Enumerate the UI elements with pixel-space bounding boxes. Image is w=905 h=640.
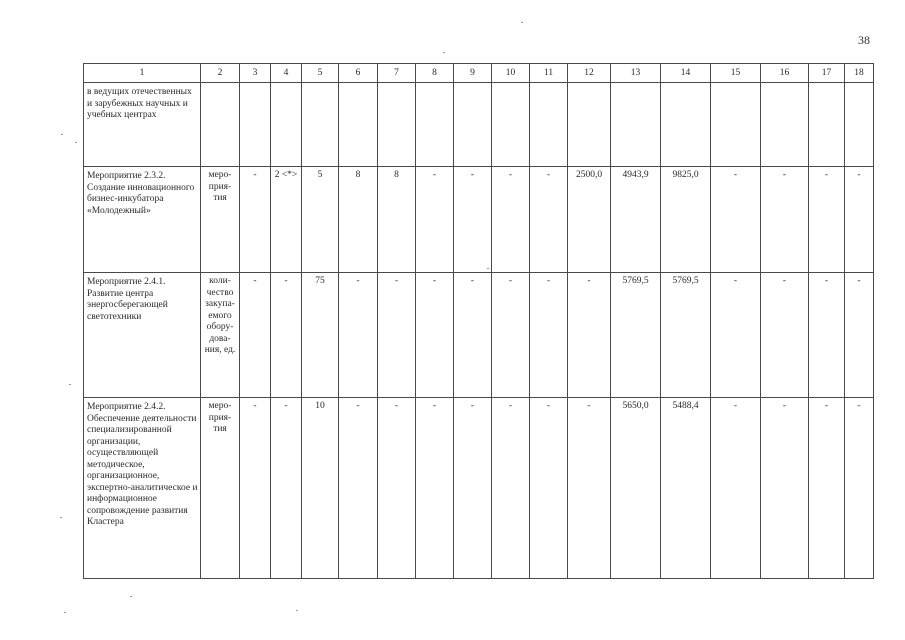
data-table (83, 63, 874, 579)
table-cell: меро-прия-тия (201, 398, 240, 579)
column-header-14: 14 (661, 64, 711, 83)
column-header-3: 3 (240, 64, 271, 83)
column-header-5: 5 (302, 64, 339, 83)
table-cell: - (240, 398, 271, 579)
table-cell: - (492, 273, 530, 398)
table-cell: - (271, 273, 302, 398)
table-cell (201, 83, 240, 167)
table-cell (761, 83, 809, 167)
table-cell (845, 83, 874, 167)
scan-speck (64, 612, 66, 613)
scan-speck (443, 52, 445, 53)
table-cell: 5 (302, 167, 339, 273)
table-cell: - (378, 273, 416, 398)
table-cell (454, 83, 492, 167)
table-cell: - (761, 167, 809, 273)
table-cell: - (809, 167, 845, 273)
scan-speck (521, 22, 523, 23)
table-cell (661, 83, 711, 167)
table-cell: - (845, 398, 874, 579)
table-cell: - (492, 167, 530, 273)
table-cell: 8 (378, 167, 416, 273)
table-cell: 4943,9 (611, 167, 661, 273)
row-name-cell: Мероприятие 2.3.2. Создание инновационного бизнес-инкубатора «Молодежный» (84, 167, 201, 273)
row-name-cell: в ведущих отечественных и зарубежных научных и учебных центрах (84, 83, 201, 167)
table-row (84, 167, 874, 273)
scan-speck (61, 134, 63, 135)
table-cell: - (240, 167, 271, 273)
scan-speck (75, 142, 77, 143)
column-header-16: 16 (761, 64, 809, 83)
table-cell: - (454, 398, 492, 579)
table-row (84, 273, 874, 398)
table-cell: - (339, 398, 378, 579)
table-header (84, 64, 874, 83)
column-header-18: 18 (845, 64, 874, 83)
table-cell: 2500,0 (568, 167, 611, 273)
table-cell (492, 83, 530, 167)
table-cell: - (530, 273, 568, 398)
table-cell: - (568, 398, 611, 579)
table-cell (339, 83, 378, 167)
table-cell: - (492, 398, 530, 579)
column-header-9: 9 (454, 64, 492, 83)
column-header-7: 7 (378, 64, 416, 83)
table-cell (240, 83, 271, 167)
table-cell: 2 <*> (271, 167, 302, 273)
table-cell (568, 83, 611, 167)
table-cell: коли-чество закупа-емого обору-дова-ния, ед. (201, 273, 240, 398)
table-cell: - (761, 398, 809, 579)
row-name-cell: Мероприятие 2.4.1. Развитие центра энергосберегающей светотехники (84, 273, 201, 398)
table-cell: - (454, 167, 492, 273)
table-cell: - (339, 273, 378, 398)
table-cell: - (454, 273, 492, 398)
row-name-cell: Мероприятие 2.4.2. Обеспечение деятельности специализированной организации, осуществляющей методическое, организационное, экспертно-аналитическое и информационное сопровождение развития Кластера (84, 398, 201, 579)
table-cell (416, 83, 454, 167)
table-cell (809, 83, 845, 167)
table-cell (271, 83, 302, 167)
column-header-4: 4 (271, 64, 302, 83)
table-cell: 8 (339, 167, 378, 273)
table-cell: - (809, 398, 845, 579)
scan-speck (130, 596, 132, 597)
table-cell: меро-прия-тия (201, 167, 240, 273)
table-cell: 5769,5 (611, 273, 661, 398)
table-cell: - (416, 273, 454, 398)
table-cell: - (809, 273, 845, 398)
column-header-12: 12 (568, 64, 611, 83)
table-cell: 10 (302, 398, 339, 579)
table-cell: - (378, 398, 416, 579)
table-cell: 5488,4 (661, 398, 711, 579)
table-cell: - (530, 398, 568, 579)
column-header-17: 17 (809, 64, 845, 83)
column-header-2: 2 (201, 64, 240, 83)
table-cell: - (530, 167, 568, 273)
table-cell: 9825,0 (661, 167, 711, 273)
header-row (84, 64, 874, 83)
column-header-10: 10 (492, 64, 530, 83)
column-header-8: 8 (416, 64, 454, 83)
table-cell: - (416, 167, 454, 273)
column-header-13: 13 (611, 64, 661, 83)
table-cell (711, 83, 761, 167)
table-cell: - (240, 273, 271, 398)
scan-speck (296, 610, 298, 611)
table-body (84, 83, 874, 579)
table-cell (530, 83, 568, 167)
table-cell (302, 83, 339, 167)
table-cell: - (845, 273, 874, 398)
table-cell: 5650,0 (611, 398, 661, 579)
table-row (84, 398, 874, 579)
table-cell: 75 (302, 273, 339, 398)
table-cell (378, 83, 416, 167)
column-header-11: 11 (530, 64, 568, 83)
table-cell: 5769,5 (661, 273, 711, 398)
table-cell: - (761, 273, 809, 398)
table-cell: - (711, 167, 761, 273)
scan-speck (487, 268, 489, 269)
table-cell: - (845, 167, 874, 273)
column-header-6: 6 (339, 64, 378, 83)
table-cell: - (416, 398, 454, 579)
scan-speck (69, 384, 71, 385)
table-cell: - (568, 273, 611, 398)
column-header-1: 1 (84, 64, 201, 83)
table-cell: - (711, 398, 761, 579)
table-cell: - (711, 273, 761, 398)
column-header-15: 15 (711, 64, 761, 83)
page-number: 38 (858, 33, 870, 47)
scan-speck (60, 517, 62, 518)
table-cell (611, 83, 661, 167)
table-cell: - (271, 398, 302, 579)
table-row (84, 83, 874, 167)
